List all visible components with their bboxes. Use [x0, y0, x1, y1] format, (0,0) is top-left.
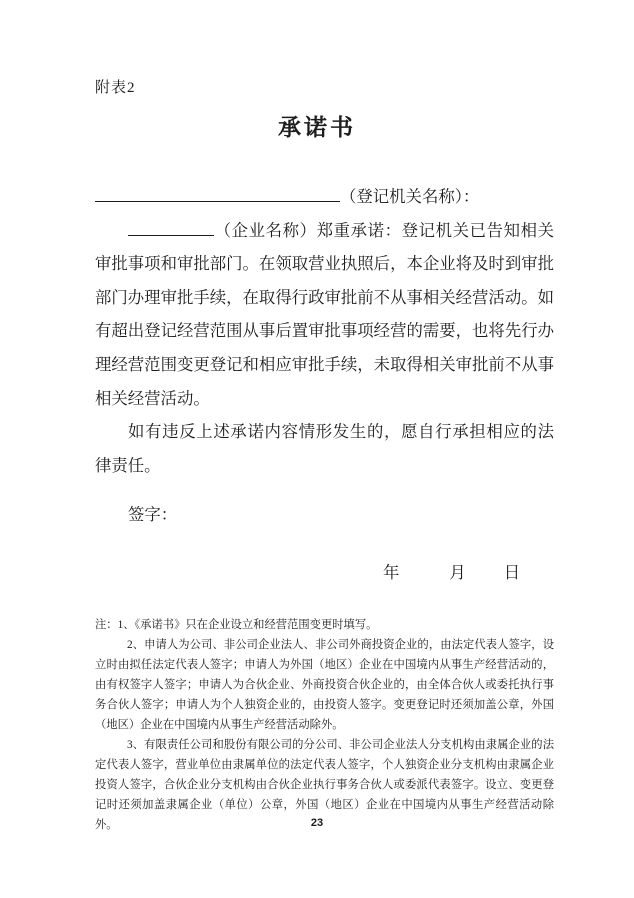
day-label: 日	[503, 563, 521, 582]
notes-block	[95, 615, 554, 835]
commitment-paragraph	[95, 214, 554, 416]
note-1: 注：1、《承诺书》只在企业设立和经营范围变更时填写。	[95, 619, 378, 631]
registry-line	[95, 180, 554, 214]
appendix-label: 附表2	[95, 80, 136, 96]
registry-name-blank	[95, 199, 340, 202]
note-2: 2、申请人为公司、非公司企业法人、非公司外商投资企业的，由法定代表人签字，设立时由拟任法定代表人签字；申请人为外国（地区）企业在中国境内从事生产经营活动的，由有权签字人签字；申请人为合伙企业、外商投资合伙企业的，由全体合伙人或委托执行事务合伙人签字；申请人为个人独资企业的，由投资人签字。变更登记时还须加盖公章，外国（地区）企业在中国境内从事生产经营活动除外。	[95, 639, 554, 731]
company-name-label: （企业名称）郑重承诺：	[214, 220, 402, 240]
signature-line	[95, 501, 554, 525]
page-title: 承诺书	[278, 115, 356, 140]
commitment-text: 登记机关已告知相关审批事项和审批部门。在领取营业执照后，本企业将及时到审批部门办理审批手续，在取得行政审批前不从事相关经营活动。如有超出登记经营范围从事后置审批事项经营的需要，也将先行办理经营范围变更登记和相应审批手续，未取得相关审批前不从事相关经营活动。	[95, 220, 554, 408]
main-text-block	[95, 180, 554, 482]
date-line	[95, 559, 554, 583]
company-name-blank	[128, 233, 214, 236]
note-3: 3、有限责任公司和股份有限公司的分公司、非公司企业法人分支机构由隶属企业的法定代表人签字，营业单位由隶属单位的法定代表人签字，个人独资企业分支机构由隶属企业投资人签字，合伙企业分支机构由合伙企业执行事务合伙人或委派代表签字。设立、变更登记时还须加盖隶属企业（单位）公章，外国（地区）企业在中国境内从事生产经营活动除外。	[95, 739, 554, 831]
month-label: 月	[449, 563, 466, 582]
signature-label: 签字：	[128, 505, 178, 524]
liability-paragraph: 如有违反上述承诺内容情形发生的，愿自行承担相应的法律责任。	[95, 422, 554, 475]
registry-name-label: （登记机关名称）：	[340, 187, 480, 206]
page-number: 23	[310, 817, 324, 829]
year-label: 年	[383, 563, 400, 582]
